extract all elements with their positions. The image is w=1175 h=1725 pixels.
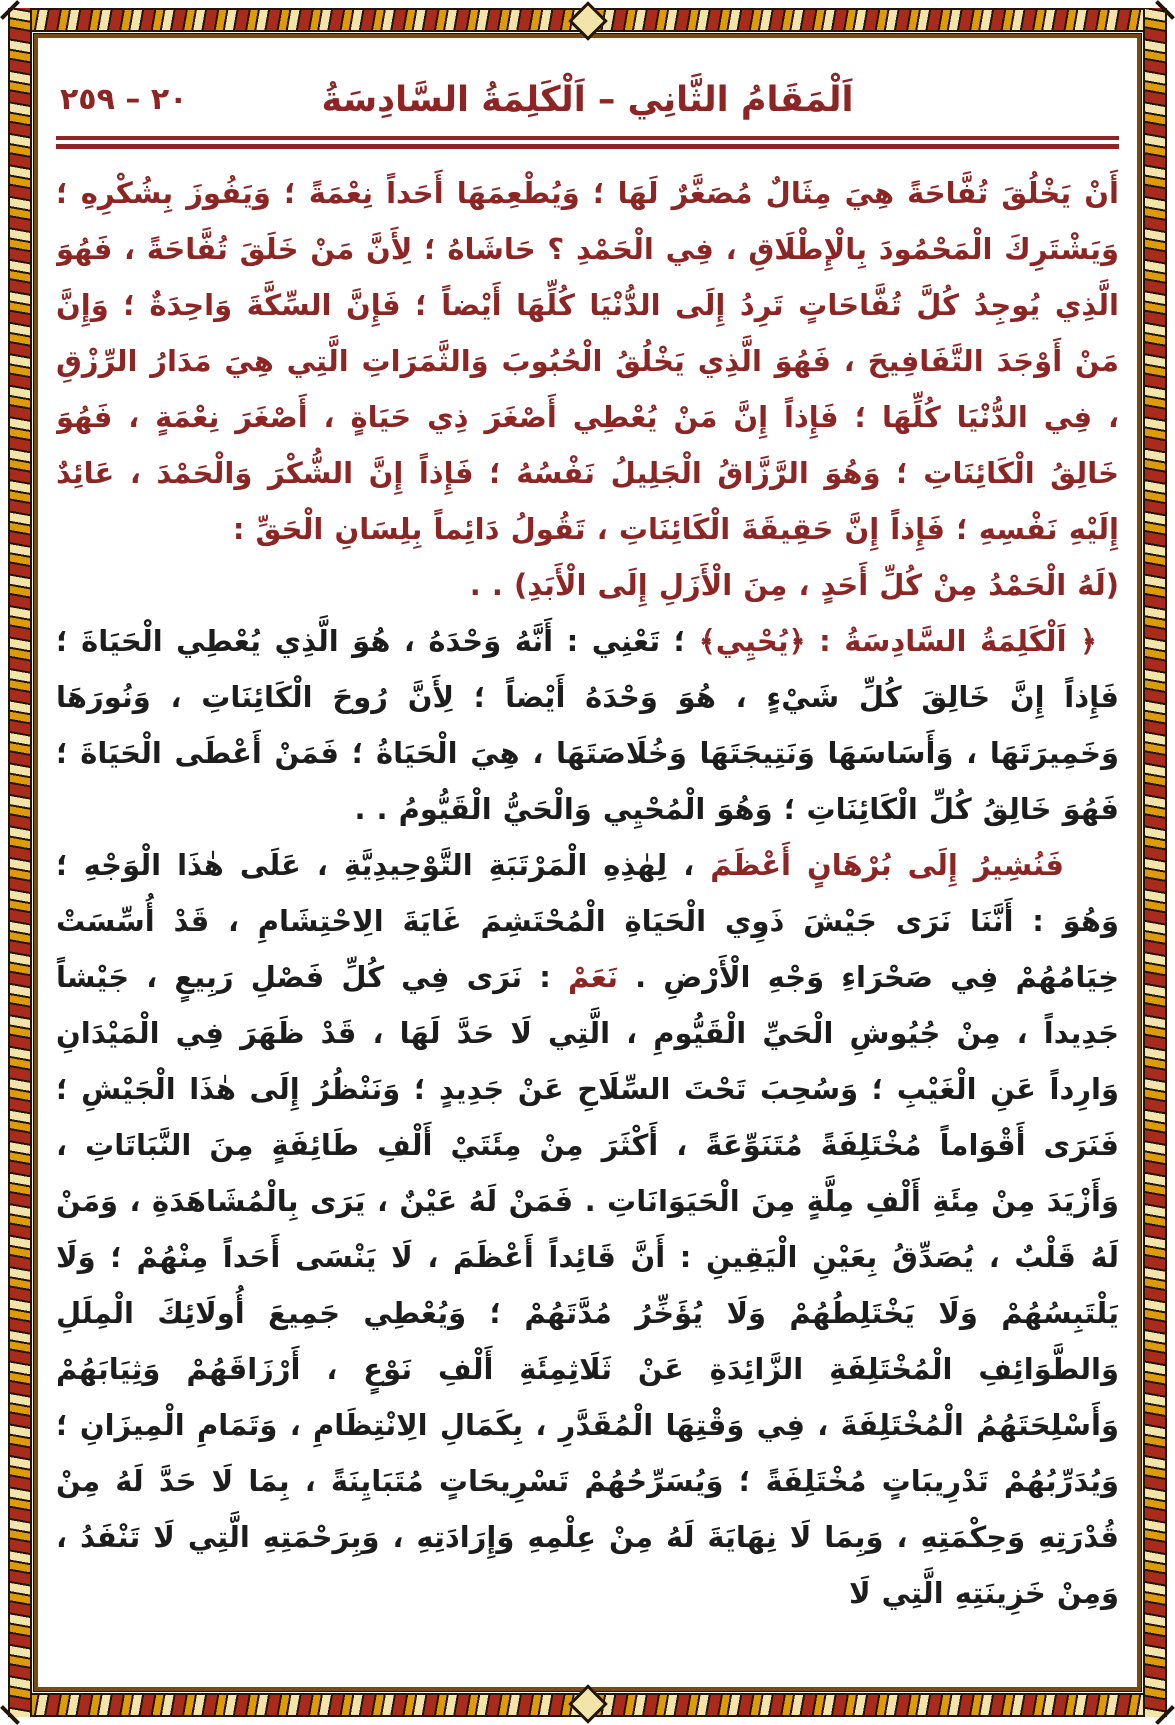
border-left-ornament — [8, 8, 32, 1717]
sixth-word-explanation: ؛ تَعْنِي : أَنَّهُ وَحْدَهُ ، هُوَ الَّذِي يُعْطِي الْحَيَاةَ ؛ فَإِذاً إِنَّ خَالِقَ كُلِّ شَيْءٍ ، هُوَ وَحْدَهُ أَيْضاً ؛ لِأَنَّ رُوحَ الْكَائِنَاتِ ، وَنُورَهَا وَخَمِيرَتَهَا ، وَأَسَاسَهَا وَنَتِيجَتَهَا وَخُلَاصَتَهَا ، هِيَ الْحَيَاةُ ؛ فَمَنْ أَعْطَى الْحَيَاةَ ؛ فَهُوَ خَالِقُ كُلِّ الْكَائِنَاتِ ؛ وَهُوَ الْمُحْيِي وَالْحَيُّ الْقَيُّومُ . . — [56, 624, 1119, 826]
proof-text-b: : نَرَى فِي كُلِّ فَصْلِ رَبِيعٍ ، جَيْشاً جَدِيداً ، مِنْ جُيُوشِ الْحَيِّ الْقَيُّومِ ، الَّتِي لَا حَدَّ لَهَا ، قَدْ ظَهَرَ فِي الْمَيْدَانِ وَارِداً عَنِ الْغَيْبِ ؛ وَسُحِبَ تَحْتَ السِّلَاحِ عَنْ جَدِيدٍ ؛ وَنَنْظُرُ إِلَى هٰذَا الْجَيْشِ ؛ فَنَرَى أَقْوَاماً مُخْتَلِفَةً مُتَنَوِّعَةً ، أَكْثَرَ مِنْ مِئَتَيْ أَلْفِ طَائِفَةٍ مِنَ النَّبَاتَاتِ ، وَأَزْيَدَ مِنْ مِئَةِ أَلْفِ مِلَّةٍ مِنَ الْحَيَوَانَاتِ . فَمَنْ لَهُ عَيْنٌ ، يَرَى بِالْمُشَاهَدَةِ ، وَمَنْ لَهُ قَلْبٌ ، يُصَدِّقُ بِعَيْنِ الْيَقِينِ : أَنَّ قَائِداً أَعْظَمَ ، لَا يَنْسَى أَحَداً مِنْهُمْ ؛ وَلَا يَلْتَبِسُهُمْ وَلَا يَخْتَلِطُهُمْ وَلَا يُؤَخِّرُ مُدَّتَهُمْ ؛ وَيُعْطِي جَمِيعَ أُولَائِكَ الْمِلَلِ وَالطَّوَائِفِ الْمُخْتَلِفَةِ الزَّائِدَةِ عَنْ ثَلَاثِمِئَةِ أَلْفِ نَوْعٍ ، أَرْزَاقَهُمْ وَثِيَابَهُمْ وَأَسْلِحَتَهُمُ الْمُخْتَلِفَةَ ، فِي وَقْتِهَا الْمُقَدَّرِ ، بِكَمَالِ الِانْتِظَامِ ، وَتَمَامِ الْمِيزَانِ ؛ وَيُدَرِّبُهُمْ تَدْرِيبَاتٍ مُخْتَلِفَةً ؛ وَيُسَرِّحُهُمْ تَسْرِيحَاتٍ مُتَبَايِنَةً ، بِمَا لَا حَدَّ لَهُ مِنْ قُدْرَتِهِ وَحِكْمَتِهِ ، وَبِمَا لَا نِهَايَةَ لَهُ مِنْ عِلْمِهِ وَإِرَادَتِهِ ، وَبِرَحْمَتِهِ الَّتِي لَا تَنْفَدُ ، وَمِنْ خَزِينَتِهِ الَّتِي لَا — [56, 960, 1119, 1610]
border-right-ornament — [1143, 8, 1167, 1717]
page-content — [56, 72, 1119, 1683]
sixth-word-heading: ﴿ اَلْكَلِمَةُ السَّادِسَةُ : — [805, 624, 1097, 658]
proof-text-a: ، لِهٰذِهِ الْمَرْتَبَةِ التَّوْحِيدِيَّةِ ، عَلَى هٰذَا الْوَجْهِ ؛ وَهُوَ : أَنَّنَا نَرَى جَيْشَ ذَوِي الْحَيَاةِ الْمُحْتَشِمَ غَايَةَ الِاحْتِشَامِ ، قَدْ أُسِّسَتْ خِيَامُهُمْ فِي صَحْرَاءِ وَجْهِ الْأَرْضِ . — [56, 848, 1119, 994]
border-bottom-medallion-icon — [568, 1684, 608, 1724]
header-double-rule — [56, 136, 1119, 149]
quran-word-yuhyi: ﴿يُحْيِي﴾ — [698, 624, 806, 658]
paragraph-hamd-invocation: (لَهُ الْحَمْدُ مِنْ كُلِّ أَحَدٍ ، مِنَ الْأَزَلِ إِلَى الْأَبَدِ) . . — [469, 568, 1119, 602]
page-header — [56, 72, 1119, 128]
paragraph-sixth-word — [56, 613, 1119, 837]
page-title: اَلْمَقَامُ الثَّانِي – اَلْكَلِمَةُ السَّادِسَةُ — [321, 80, 854, 120]
page-number: ٢٠ – ٢٥٩ — [60, 82, 188, 117]
lead-phrase-red: فَنُشِيرُ إِلَى بُرْهَانٍ أَعْظَمَ — [710, 848, 1064, 882]
paragraph-greatest-proof — [56, 837, 1119, 1621]
body-text — [56, 165, 1119, 1621]
naam-word-red: نَعَمْ — [567, 960, 618, 994]
paragraph-apple-argument: أَنْ يَخْلُقَ تُفَّاحَةً هِيَ مِثَالٌ مُصَغَّرٌ لَهَا ؛ وَيُطْعِمَهَا أَحَداً نِعْمَةً ؛ وَيَفُوزَ بِشُكْرِهِ ؛ وَيَشْتَرِكَ الْمَحْمُودَ بِالْإِطْلَاقِ ، فِي الْحَمْدِ ؟ حَاشَاهُ ؛ لِأَنَّ مَنْ خَلَقَ تُفَّاحَةً ، فَهُوَ الَّذِي يُوجِدُ كُلَّ تُفَّاحَاتٍ تَرِدُ إِلَى الدُّنْيَا كُلِّهَا أَيْضاً ؛ فَإِنَّ السِّكَّةَ وَاحِدَةٌ ؛ وَإِنَّ مَنْ أَوْجَدَ التَّفَافِيحَ ، فَهُوَ الَّذِي يَخْلُقُ الْحُبُوبَ وَالثَّمَرَاتِ الَّتِي هِيَ مَدَارُ الرِّزْقِ ، فِي الدُّنْيَا كُلِّهَا ؛ فَإِذاً إِنَّ مَنْ يُعْطِي أَصْغَرَ ذِي حَيَاةٍ ، أَصْغَرَ نِعْمَةٍ ، فَهُوَ خَالِقُ الْكَائِنَاتِ ؛ وَهُوَ الرَّزَّاقُ الْجَلِيلُ نَفْسُهُ ؛ فَإِذاً إِنَّ الشُّكْرَ وَالْحَمْدَ ، عَائِدٌ إِلَيْهِ نَفْسِهِ ؛ فَإِذاً إِنَّ حَقِيقَةَ الْكَائِنَاتِ ، تَقُولُ دَائِماً بِلِسَانِ الْحَقِّ : — [56, 176, 1119, 546]
